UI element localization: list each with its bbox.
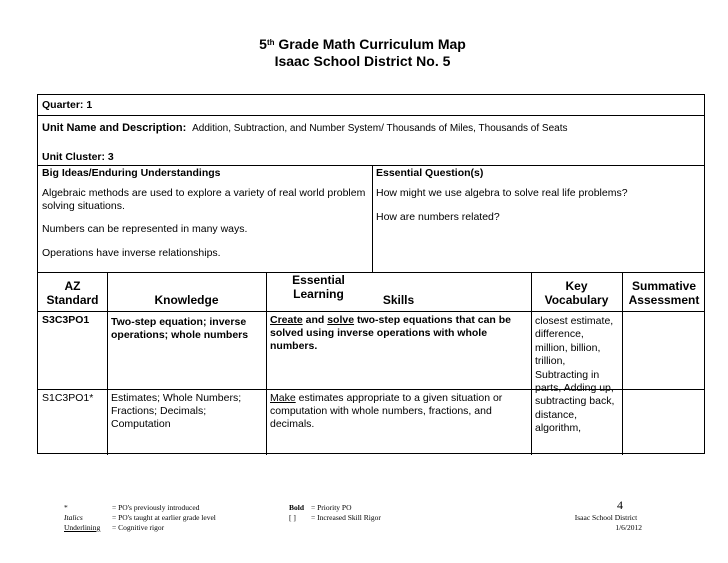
vocab-term: million, billion,	[535, 341, 601, 354]
vocab-term: Subtracting in	[535, 368, 600, 381]
knowledge-cell: Estimates; Whole Numbers; Fractions; Decimals; Computation	[111, 392, 242, 430]
knowledge-cell: Two-step equation; inverse operations; whole numbers	[111, 316, 249, 341]
vocab-term: distance,	[535, 408, 578, 421]
unit-cluster: Unit Cluster: 3	[42, 151, 114, 163]
essential-question: How might we use algebra to solve real life problems?	[376, 187, 628, 199]
standard-code: S3C3PO1	[42, 314, 90, 326]
col-header-assessment: Summative Assessment	[628, 279, 700, 307]
big-idea-line: Algebraic methods are used to explore a variety of real world problem	[42, 187, 366, 199]
col-header-standard: AZ Standard	[46, 279, 99, 307]
quarter-label: Quarter: 1	[42, 99, 93, 111]
col-header-skills: Skills	[382, 293, 415, 307]
essential-questions-heading: Essential Question(s)	[376, 167, 484, 179]
essential-question: How are numbers related?	[376, 211, 500, 223]
curriculum-table	[37, 94, 705, 454]
big-ideas-heading: Big Ideas/Enduring Understandings	[42, 167, 221, 179]
vocab-term: parts, Adding up,	[535, 382, 614, 395]
big-idea-line: Operations have inverse relationships.	[42, 247, 221, 259]
page-title: 5th Grade Math Curriculum Map Isaac School District No. 5	[250, 36, 475, 70]
district-name: Isaac School District No. 5	[274, 53, 451, 69]
vocab-term: algorithm,	[535, 422, 582, 435]
big-idea-line: Numbers can be represented in many ways.	[42, 223, 248, 235]
page-number: 4	[617, 498, 623, 512]
vocab-term: closest estimate,	[535, 315, 614, 327]
vocab-term: difference,	[535, 328, 584, 341]
vocab-term: subtracting back,	[535, 395, 615, 408]
footer-date: 1/6/2012	[615, 523, 642, 532]
footer-org: Isaac School District	[574, 513, 638, 522]
unit-name: Unit Name and Description: Addition, Subtraction, and Number System/ Thousands of Miles, Thousands of Seats	[42, 122, 568, 134]
skills-cell: Create and solve two-step equations that can be solved using inverse operations with whole numbers.	[270, 314, 511, 352]
vocab-term: trillion,	[535, 355, 566, 368]
skills-cell: Make estimates appropriate to a given situation or computation with whole numbers, fractions, and decimals.	[270, 392, 503, 430]
essential-learning-header: Essential Learning	[292, 273, 345, 301]
col-header-knowledge: Knowledge	[154, 293, 219, 307]
vocabulary-list	[535, 315, 614, 436]
col-header-vocabulary: Key Vocabulary	[544, 279, 609, 307]
big-idea-line: solving situations.	[42, 200, 125, 212]
standard-code: S1C3PO1*	[42, 392, 94, 404]
